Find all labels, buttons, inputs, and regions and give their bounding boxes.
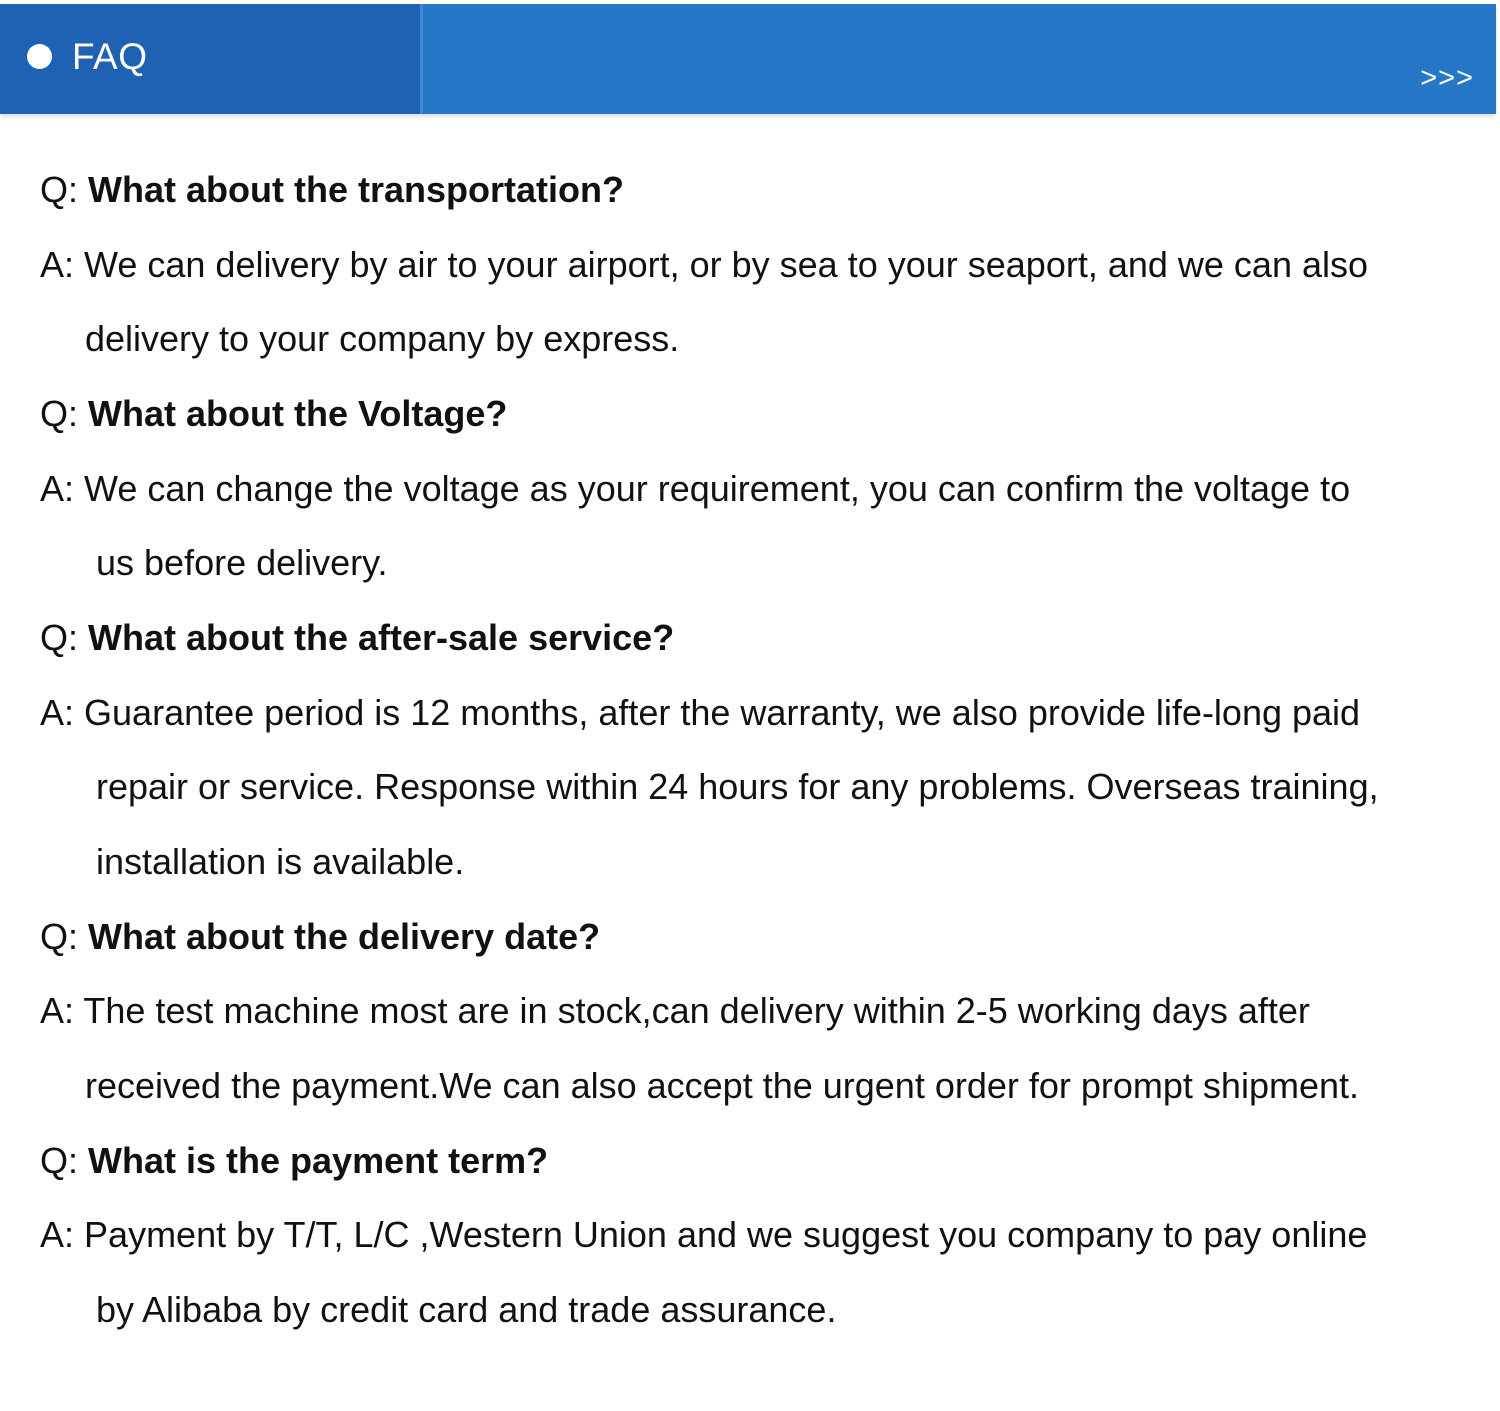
question-text: What about the transportation? [88,169,624,210]
answer-prefix: A: [40,468,75,509]
faq-question-4 [40,916,600,958]
answer-prefix: A: [40,244,75,285]
question-prefix: Q: [40,1140,79,1181]
question-text: What about the after-sale service? [88,617,675,658]
answer-text: We can change the voltage as your requirement, you can confirm the voltage to [84,468,1351,509]
faq-header-bar [0,4,1496,114]
answer-text: The test machine most are in stock,can delivery within 2-5 working days after [83,990,1310,1031]
faq-answer-5-line-1 [40,1214,1367,1256]
page-title: FAQ [72,36,148,77]
question-text: What is the payment term? [88,1140,549,1181]
question-prefix: Q: [40,393,79,434]
faq-answer-1-line-2: delivery to your company by express. [85,318,680,359]
answer-text: Guarantee period is 12 months, after the warranty, we also provide life-long paid [84,692,1361,733]
question-prefix: Q: [40,169,79,210]
faq-answer-3-line-3: installation is available. [96,841,465,882]
question-text: What about the Voltage? [88,393,508,434]
question-prefix: Q: [40,916,79,957]
faq-question-2 [40,393,507,435]
faq-question-1 [40,169,624,211]
question-prefix: Q: [40,617,79,658]
answer-prefix: A: [40,1214,75,1255]
header-title-panel [0,4,423,114]
faq-answer-4-line-2: received the payment.We can also accept the urgent order for prompt shipment. [85,1065,1360,1106]
question-text: What about the delivery date? [88,916,601,957]
answer-text: Payment by T/T, L/C ,Western Union and we suggest you company to pay online [84,1214,1368,1255]
faq-answer-3-line-1 [40,692,1360,734]
faq-question-3 [40,617,674,659]
faq-answer-2-line-1 [40,468,1350,510]
faq-question-5 [40,1140,548,1182]
bullet-dot-icon [27,44,52,69]
answer-prefix: A: [40,692,75,733]
more-link[interactable]: >>> [1420,62,1474,94]
answer-text: We can delivery by air to your airport, or by sea to your seaport, and we can also [84,244,1369,285]
faq-answer-1-line-1 [40,244,1368,286]
faq-answer-2-line-2: us before delivery. [96,542,388,583]
faq-answer-5-line-2: by Alibaba by credit card and trade assurance. [96,1289,837,1330]
answer-prefix: A: [40,990,75,1031]
faq-answer-4-line-1 [40,990,1310,1032]
faq-answer-3-line-2: repair or service. Response within 24 hours for any problems. Overseas training, [96,766,1379,807]
